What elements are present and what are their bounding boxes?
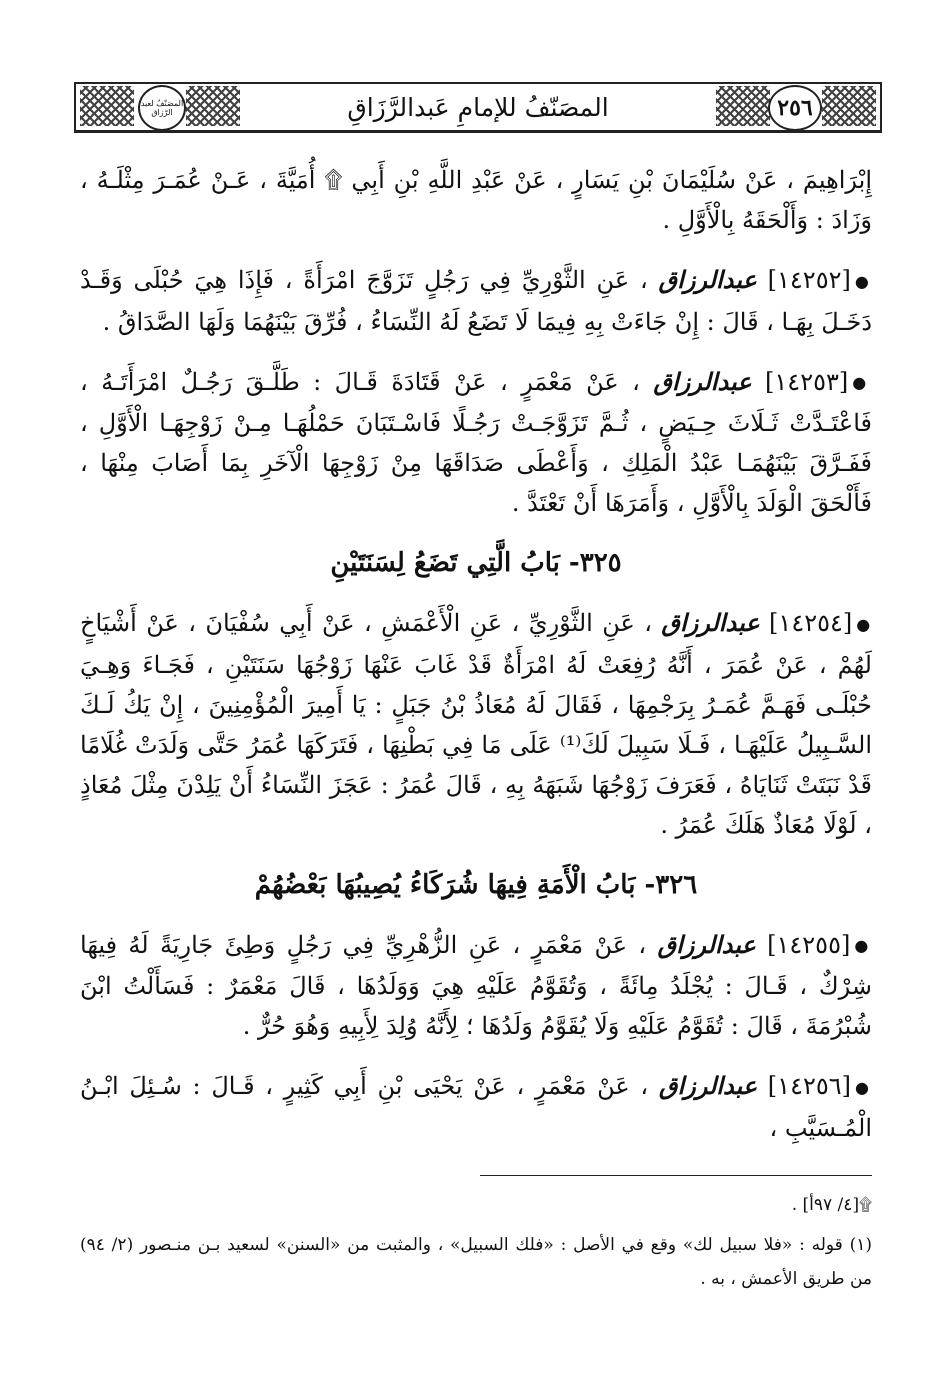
hadith-entry xyxy=(80,603,872,845)
bullet-icon: ● xyxy=(854,271,872,291)
hadith-text: ، عَنِ الثَّوْرِيِّ ، عَنِ الْأَعْمَشِ ، عَنْ أَبِي سُفْيَانَ ، عَنْ أَشْيَاخٍ لَهُمْ ، عَنْ عُمَرَ ، أَنَّهُ رُفِعَتْ لَهُ امْرَأَةٌ قَدْ غَابَ عَنْهَا زَوْجُهَا سَنَتَيْنِ ، فَجَـاءَ وَهِـيَ حُبْلَـى فَهَـمَّ عُمَـرُ بِرَجْمِهَا ، فَقَالَ لَهُ مُعَاذُ بْنُ جَبَلٍ : يَا أَمِيرَ الْمُؤْمِنِينَ ، إِنْ يَكُ لَـكَ السَّـبِيلُ عَلَيْهَـا ، فَـلَا سَبِيلَ لَكَ⁽¹⁾ عَلَى مَا فِي بَطْنِهَا ، فَتَرَكَهَا عُمَرُ حَتَّى وَلَدَتْ غُلَامًا قَدْ نَبَتَتْ ثَنَايَاهُ ، فَعَرَفَ زَوْجُهَا شَبَهَهُ بِهِ ، قَالَ عُمَرُ : عَجَزَ النِّسَاءُ أَنْ يَلِدْنَ مِثْلَ مُعَاذٍ ، لَوْلَا مُعَاذٌ هَلَكَ عُمَرُ . xyxy=(80,609,873,839)
hadith-entry xyxy=(80,362,872,524)
hadith-author: عبدالرزاق xyxy=(653,366,752,396)
hadith-entry xyxy=(80,260,872,342)
hadith-text: ، عَنِ الثَّوْرِيِّ فِي رَجُلٍ تَزَوَّجَ امْرَأَةً ، فَإِذَا هِيَ حُبْلَى وَقَـدْ دَخَـلَ بِهَـا ، قَالَ : إِنْ جَاءَتْ بِهِ فِيمَا لَا تَضَعُ لَهُ النِّسَاءُ ، فُرِّقَ بَيْنَهُمَا وَلَهَا الصَّدَاقُ . xyxy=(80,266,872,336)
ornament-icon xyxy=(716,86,770,126)
hadith-author: عبدالرزاق xyxy=(657,929,756,959)
ornament-icon xyxy=(186,86,240,126)
hadith-text: ، عَنْ مَعْمَرٍ ، عَنِ الزُّهْرِيِّ فِي رَجُلٍ وَطِئَ جَارِيَةً لَهُ فِيهَا شِرْكٌ ، قَـالَ : يُجْلَدُ مِائَةً ، وَتُقَوَّمُ عَلَيْهِ هِيَ وَوَلَدُهَا ، قَالَ مَعْمَرٌ : فَسَأَلْتُ ابْنَ شُبْرُمَةَ ، قَالَ : تُقَوَّمُ عَلَيْهِ وَلَا يُقَوَّمُ وَلَدُهَا ؛ لِأَنَّهُ وُلِدَ لِأَبِيهِ وَهُوَ حُرٌّ . xyxy=(80,930,872,1040)
running-title: المصَنّفُ للإمامِ عَبدالرَّزَاقِ xyxy=(250,86,706,128)
hadith-author: عبدالرزاق xyxy=(658,1071,758,1100)
hadith-number: [١٤٢٥٥] xyxy=(767,930,851,959)
book-seal: المصَنّفُ لعبد الرّزاق xyxy=(138,85,186,131)
header-rule xyxy=(74,132,882,133)
hadith-number: [١٤٢٥٢] xyxy=(767,266,851,294)
ornament-icon xyxy=(80,86,134,126)
page-number: ٢٥٦ xyxy=(768,85,822,131)
page-header xyxy=(74,82,882,132)
chapter-heading: ٣٢٦- بَابُ الْأَمَةِ فِيهَا شُرَكَاءُ يُصِيبُهَا بَعْضُهُمْ xyxy=(254,869,698,900)
paragraph-text: إِبْرَاهِيمَ ، عَنْ سُلَيْمَانَ بْنِ يَسَارٍ ، عَنْ عَبْدِ اللَّهِ بْنِ أَبِي ۩ أُمَيَّةَ ، عَـنْ عُمَـرَ مِثْلَـهُ ، وَزَادَ : وَأَلْحَقَهُ بِالْأَوَّلِ . xyxy=(80,166,872,234)
hadith-entry xyxy=(80,925,872,1047)
hadith-author: عبدالرزاق xyxy=(658,265,757,294)
bullet-icon: ● xyxy=(856,614,872,634)
paragraph xyxy=(80,160,872,240)
footnote: (١) قوله : «فلا سبيل لك» وقع في الأصل : «فلك السبيل» ، والمثبت من «السنن» لسعيد بـن منـصور (٢/ ٩٤) من طريق الأعمش ، به . xyxy=(80,1235,872,1289)
hadith-number: [١٤٢٥٣] xyxy=(765,367,849,396)
hadith-number: [١٤٢٥٤] xyxy=(769,609,853,637)
hadith-text: ، عَنْ مَعْمَرٍ ، عَنْ يَحْيَى بْنِ أَبِي كَثِيرٍ ، قَـالَ : سُـئِلَ ابْـنُ الْمُـسَيَّبِ ، xyxy=(80,1072,872,1142)
chapter-heading: ٣٢٥- بَابُ الَّتِي تَضَعُ لِسَنَتَيْنِ xyxy=(330,548,622,578)
bullet-icon: ● xyxy=(852,373,872,392)
footnotes xyxy=(80,1188,872,1302)
bullet-icon: ● xyxy=(854,936,872,955)
hadith-entry xyxy=(80,1066,872,1148)
bullet-icon: ● xyxy=(855,1077,873,1097)
hadith-author: عبدالرزاق xyxy=(661,608,760,637)
ornament-icon xyxy=(822,86,876,126)
main-text xyxy=(80,160,872,1168)
hadith-text: ، عَنْ مَعْمَرٍ ، عَنْ قَتَادَةَ قَـالَ : طَلَّـقَ رَجُـلٌ امْرَأَتَـهُ ، فَاعْتَـدَّتْ ثَـلَاثَ حِـيَضٍ ، ثُـمَّ تَزَوَّجَـتْ رَجُـلًا فَاسْـتَبَانَ حَمْلُهَـا مِـنْ زَوْجِهَـا الْأَوَّلِ ، فَفَـرَّقَ بَيْنَهُمَـا عَبْدُ الْمَلِكِ ، وَأَعْطَى صَدَاقَهَا مِنْ زَوْجِهَا الْآخَرِ بِمَا أَصَابَ مِنْهَا ، فَأَلْحَقَ الْوَلَدَ بِالْأَوَّلِ ، وَأَمَرَهَا أَنْ تَعْتَدَّ . xyxy=(80,367,873,517)
hadith-number: [١٤٢٥٦] xyxy=(767,1072,851,1100)
footnote-separator xyxy=(480,1175,872,1176)
footnote: ۩[٤/ ٩٧أ] . xyxy=(791,1195,872,1215)
